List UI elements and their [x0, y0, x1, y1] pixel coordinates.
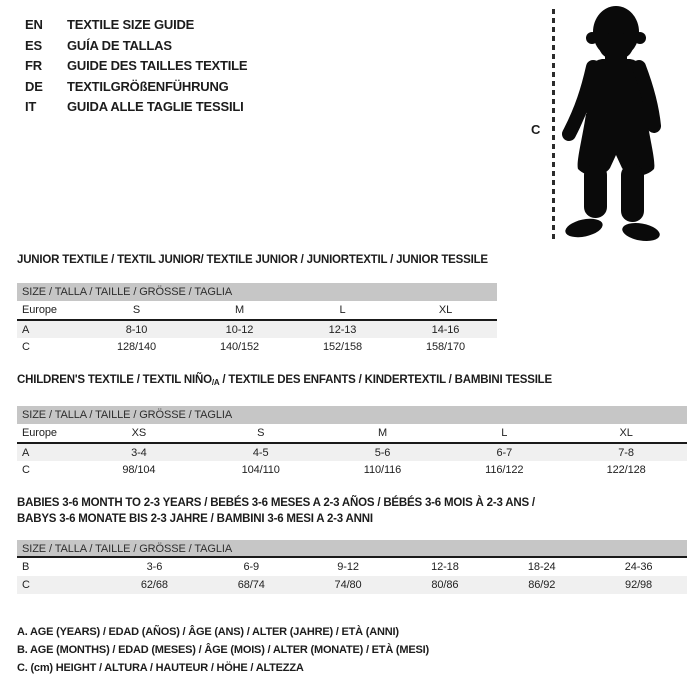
section-heading-line: JUNIOR TEXTILE / TEXTIL JUNIOR/ TEXTILE JUNIOR / JUNIORTEXTIL / JUNIOR TESSILE [17, 254, 488, 266]
section-heading [17, 495, 687, 527]
language-row [25, 77, 247, 98]
language-code: ES [25, 37, 42, 53]
section-babies-textile [17, 495, 687, 594]
section-heading [17, 252, 497, 268]
section-children-textile [17, 372, 687, 479]
cell: 3-4 [131, 446, 147, 459]
table-row [17, 558, 687, 576]
cell: 5-6 [374, 446, 391, 459]
language-code: FR [25, 58, 42, 73]
language-title: GUÍA DE TALLAS [67, 37, 172, 53]
toddler-silhouette-image [556, 4, 676, 244]
language-row [25, 36, 247, 57]
cell: 80/86 [431, 579, 459, 591]
size-column-header: S [200, 424, 322, 443]
cell: 6-7 [496, 446, 513, 459]
cell: 12-13 [328, 323, 357, 336]
cell: 104/110 [241, 464, 280, 476]
cell: 24-36 [624, 561, 653, 573]
table-size-header-bar: SIZE / TALLA / TAILLE / GRÖSSE / TAGLIA [17, 283, 497, 301]
cell: 8-10 [125, 323, 148, 336]
cell: 122/128 [606, 464, 646, 476]
row-label: A [22, 446, 30, 459]
row-label: Europe [17, 301, 85, 320]
cell: 9-12 [337, 561, 359, 573]
cell: 128/140 [116, 341, 157, 353]
table-row [17, 424, 687, 443]
table-row [17, 443, 687, 461]
cell: 12-18 [431, 561, 459, 573]
cell: 98/104 [122, 464, 156, 476]
cell: 86/92 [528, 579, 556, 591]
cell: 6-9 [243, 561, 260, 573]
table-row [17, 338, 497, 356]
section-heading-line: BABYS 3-6 MONATE BIS 2-3 JAHRE / BAMBINI 3-6 MESI A 2-3 ANNI [17, 513, 373, 525]
cell: 62/68 [140, 579, 168, 591]
table-row [17, 461, 687, 479]
table-size-header-bar: SIZE / TALLA / TAILLE / GRÖSSE / TAGLIA [17, 406, 687, 424]
table-row [17, 320, 497, 338]
size-column-header: S [85, 301, 188, 320]
cell: 158/170 [425, 341, 466, 353]
language-row [25, 97, 247, 118]
cell: 152/158 [322, 341, 363, 353]
row-label: C [22, 341, 30, 353]
row-label: Europe [17, 424, 78, 443]
table-row [17, 576, 687, 594]
row-label: C [22, 464, 30, 476]
measure-c-label: C [531, 122, 541, 137]
size-column-header: XS [78, 424, 200, 443]
cell: 116/122 [485, 464, 524, 476]
size-column-header: L [443, 424, 565, 443]
cell: 74/80 [334, 579, 362, 591]
footnote-line: A. AGE (YEARS) / EDAD (AÑOS) / ÂGE (ANS) / ALTER (JAHRE) / ETÀ (ANNI) [17, 626, 399, 638]
section-heading [17, 372, 687, 391]
cell: 68/74 [237, 579, 265, 591]
language-code: DE [25, 78, 43, 94]
cell: 14-16 [431, 323, 460, 336]
language-code: EN [25, 17, 43, 32]
row-label: A [22, 323, 30, 336]
section-heading-line: BABIES 3-6 MONTH TO 2-3 YEARS / BEBÉS 3-6 MESES A 2-3 AÑOS / BÉBÉS 3-6 MOIS À 2-3 ANS / [17, 497, 535, 509]
language-title: GUIDA ALLE TAGLIE TESSILI [67, 99, 244, 114]
cell: 18-24 [527, 561, 556, 573]
row-label: B [22, 561, 30, 573]
cell: 7-8 [618, 446, 634, 459]
cell: 110/116 [363, 464, 402, 476]
language-title: TEXTILGRÖßENFÜHRUNG [67, 78, 229, 94]
junior-size-table [17, 301, 497, 356]
language-title: GUIDE DES TAILLES TEXTILE [67, 58, 248, 73]
size-column-header: XL [394, 301, 497, 320]
cell: 3-6 [146, 561, 163, 573]
footnote-line: C. (cm) HEIGHT / ALTURA / HAUTEUR / HÖHE / ALTEZZA [17, 662, 304, 674]
section-heading-line: CHILDREN'S TEXTILE / TEXTIL $NIÑO_{/A}$ / TEXTILE DES ENFANTS / KINDERTEXTIL / BAMBINI TESSILE [17, 374, 552, 387]
footnotes [17, 623, 429, 677]
footnote-line: B. AGE (MONTHS) / EDAD (MESES) / ÂGE (MOIS) / ALTER (MONATE) / ETÀ (MESI) [17, 644, 429, 656]
size-column-header: L [291, 301, 394, 320]
table-size-header-bar: SIZE / TALLA / TAILLE / GRÖSSE / TAGLIA [17, 540, 687, 558]
language-list [25, 15, 247, 118]
cell: 140/152 [219, 341, 260, 353]
cell: 10-12 [225, 323, 254, 336]
size-column-header: M [188, 301, 291, 320]
size-column-header: XL [565, 424, 687, 443]
language-row [25, 56, 247, 77]
language-row [25, 15, 247, 36]
row-label: C [22, 579, 30, 591]
height-measure-dashed-line [552, 9, 555, 243]
children-size-table [17, 424, 687, 479]
table-row [17, 301, 497, 320]
section-junior-textile [17, 252, 497, 356]
babies-size-table [17, 558, 687, 594]
size-column-header: M [322, 424, 444, 443]
cell: 4-5 [252, 446, 269, 459]
language-code: IT [25, 99, 37, 114]
language-title: TEXTILE SIZE GUIDE [67, 17, 195, 32]
cell: 92/98 [625, 579, 653, 591]
